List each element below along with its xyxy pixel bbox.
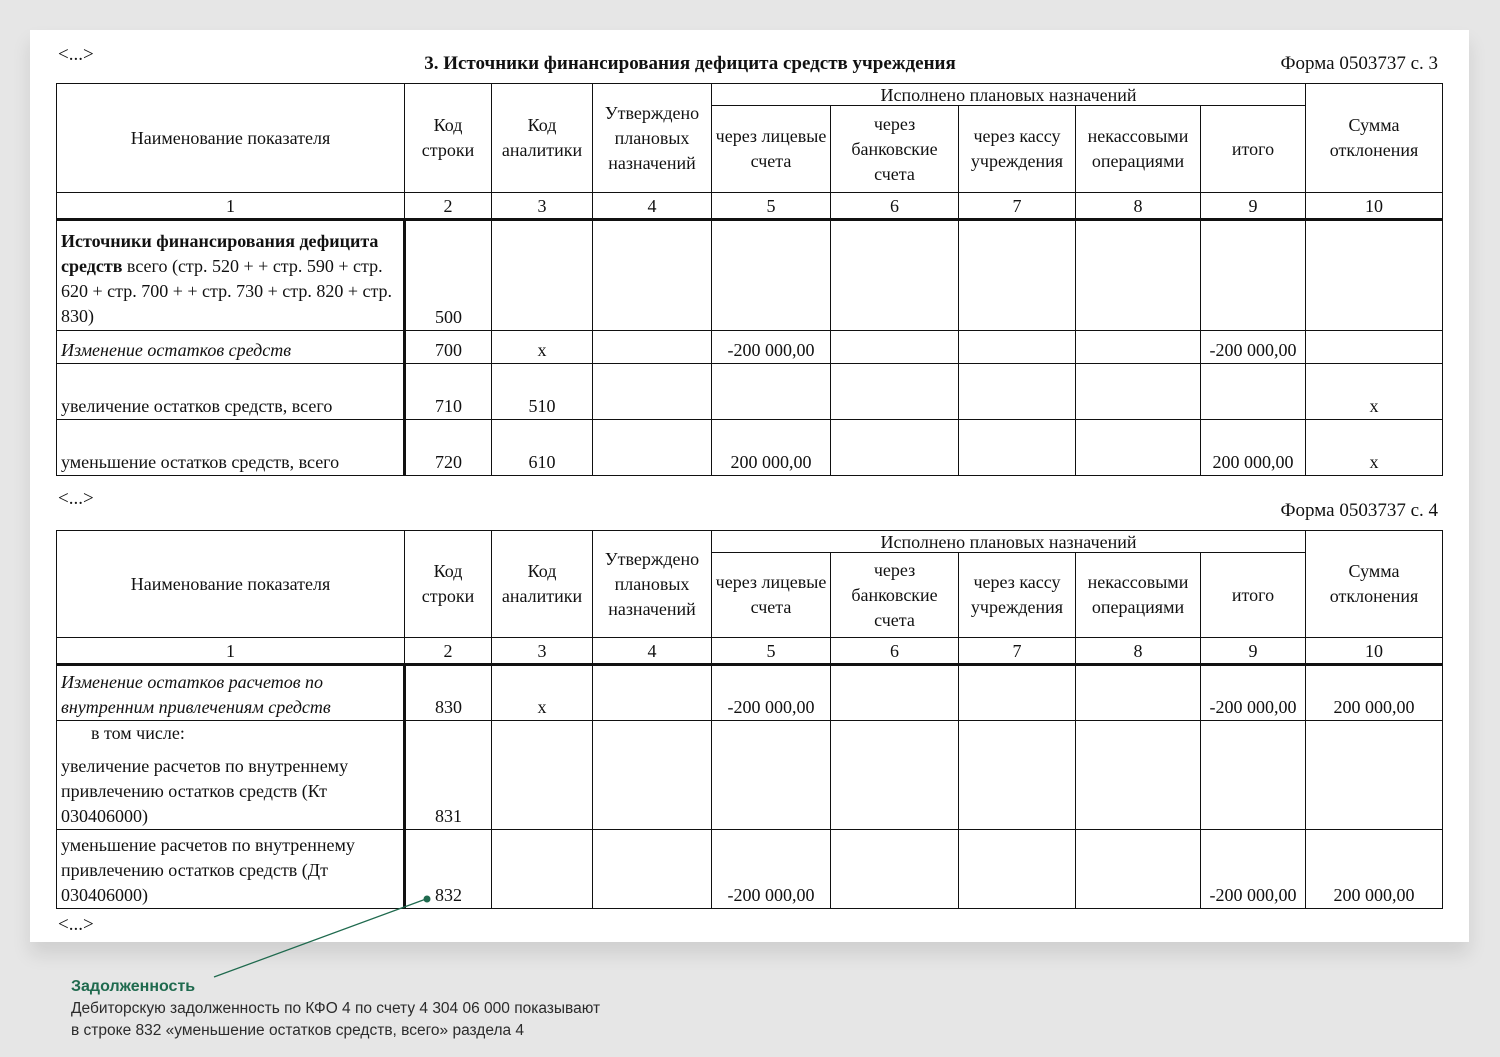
hdr-via-bank: через банковские счета <box>831 553 959 638</box>
row-code: 830 <box>405 665 492 721</box>
callout-line <box>214 899 426 977</box>
row-code: 831 <box>405 721 492 830</box>
col-num: 3 <box>492 638 593 665</box>
hdr-code-line: Код строки <box>405 531 492 638</box>
hdr-deviation: Сумма отклонения <box>1306 531 1443 638</box>
hdr-approved: Утверждено плановых назначений <box>593 531 712 638</box>
hdr-via-cash: через кассу учреждения <box>959 553 1076 638</box>
col-num: 10 <box>1306 193 1443 220</box>
hdr-via-bank: через банковские счета <box>831 106 959 193</box>
col-num: 8 <box>1076 193 1201 220</box>
row-analytics: 610 <box>492 420 593 476</box>
col-num: 9 <box>1201 193 1306 220</box>
col-num: 7 <box>959 638 1076 665</box>
col-num: 9 <box>1201 638 1306 665</box>
row-accounts: -200 000,00 <box>712 665 831 721</box>
row-code: 720 <box>405 420 492 476</box>
annotation <box>71 976 771 1042</box>
form-label-p4: Форма 0503737 с. 4 <box>1280 500 1438 521</box>
row-code: 710 <box>405 364 492 420</box>
hdr-noncash: некассовыми операциями <box>1076 553 1201 638</box>
ellipsis-top-2: <...> <box>58 488 94 509</box>
row-analytics: x <box>492 331 593 364</box>
callout-dot <box>424 896 431 903</box>
row-name: Изменение остатков средств <box>57 331 405 364</box>
hdr-name: Наименование показателя <box>57 531 405 638</box>
row-code: 500 <box>405 220 492 331</box>
row-name: Изменение остатков расчетов по внутренним привлечениям средств <box>57 665 405 721</box>
hdr-via-accounts: через лицевые счета <box>712 106 831 193</box>
hdr-code-line: Код строки <box>405 84 492 193</box>
ellipsis-top-1: <...> <box>58 44 94 65</box>
hdr-executed-group: Исполнено плановых назначений <box>712 84 1306 106</box>
row-name-bold: Источники финансирования дефицита средств <box>61 231 379 276</box>
row-deviation: x <box>1306 364 1443 420</box>
row-total: -200 000,00 <box>1201 830 1306 909</box>
col-num: 3 <box>492 193 593 220</box>
hdr-via-cash: через кассу учреждения <box>959 106 1076 193</box>
row-prefix: в том числе: <box>91 723 185 743</box>
annotation-line-2: в строке 832 «уменьшение остатков средств, всего» раздела 4 <box>71 1022 525 1039</box>
row-total: -200 000,00 <box>1201 665 1306 721</box>
hdr-code-analytics: Код аналитики <box>492 531 593 638</box>
col-num: 5 <box>712 638 831 665</box>
col-num: 1 <box>57 638 405 665</box>
hdr-total: итого <box>1201 553 1306 638</box>
row-accounts: -200 000,00 <box>712 830 831 909</box>
col-num: 7 <box>959 193 1076 220</box>
row-total: 200 000,00 <box>1201 420 1306 476</box>
col-num: 10 <box>1306 638 1443 665</box>
hdr-deviation: Сумма отклонения <box>1306 84 1443 193</box>
row-analytics: x <box>492 665 593 721</box>
hdr-executed-group: Исполнено плановых назначений <box>712 531 1306 553</box>
form-label-p3: Форма 0503737 с. 3 <box>1280 53 1438 74</box>
section-title: 3. Источники финансирования дефицита средств учреждения <box>424 53 956 74</box>
row-name: уменьшение остатков средств, всего <box>57 420 405 476</box>
row-accounts: 200 000,00 <box>712 420 831 476</box>
col-num: 6 <box>831 193 959 220</box>
hdr-total: итого <box>1201 106 1306 193</box>
row-deviation: 200 000,00 <box>1306 665 1443 721</box>
col-num: 4 <box>593 193 712 220</box>
row-name-rest: всего (стр. 520 + + стр. 590 + стр. 620 + стр. 700 + + стр. 730 + стр. 820 + стр. 830) <box>61 256 393 326</box>
col-num: 8 <box>1076 638 1201 665</box>
annotation-title: Задолженность <box>71 978 196 995</box>
hdr-via-accounts: через лицевые счета <box>712 553 831 638</box>
hdr-approved: Утверждено плановых назначений <box>593 84 712 193</box>
col-num: 5 <box>712 193 831 220</box>
row-name: увеличение остатков средств, всего <box>57 364 405 420</box>
col-num: 2 <box>405 638 492 665</box>
row-accounts: -200 000,00 <box>712 331 831 364</box>
row-code: 832 <box>405 830 492 909</box>
col-num: 6 <box>831 638 959 665</box>
row-name-text: увеличение расчетов по внутреннему привлечению остатков средств (Кт 030406000) <box>61 756 349 826</box>
ellipsis-bottom: <...> <box>58 914 94 935</box>
hdr-name: Наименование показателя <box>57 84 405 193</box>
row-deviation: 200 000,00 <box>1306 830 1443 909</box>
row-name: уменьшение расчетов по внутреннему привлечению остатков средств (Дт 030406000) <box>57 830 405 909</box>
row-deviation: x <box>1306 420 1443 476</box>
annotation-line-1: Дебиторскую задолженность по КФО 4 по счету 4 304 06 000 показывают <box>71 1000 601 1017</box>
row-total: -200 000,00 <box>1201 331 1306 364</box>
col-num: 4 <box>593 638 712 665</box>
col-num: 2 <box>405 193 492 220</box>
row-analytics: 510 <box>492 364 593 420</box>
col-num: 1 <box>57 193 405 220</box>
hdr-code-analytics: Код аналитики <box>492 84 593 193</box>
row-code: 700 <box>405 331 492 364</box>
hdr-noncash: некассовыми операциями <box>1076 106 1201 193</box>
